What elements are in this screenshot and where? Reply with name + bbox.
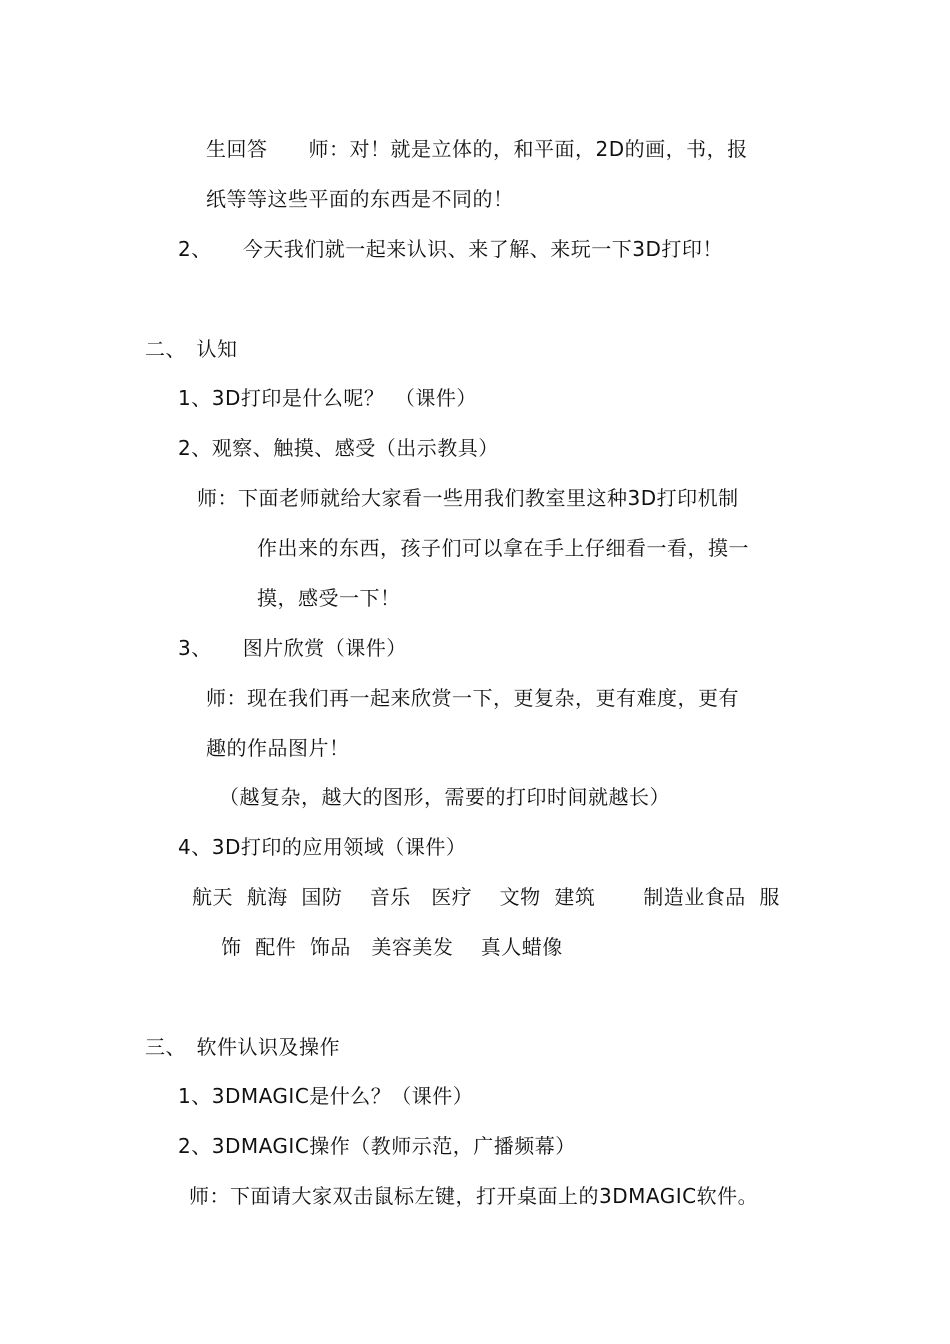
- section-heading: 三、 软件认识及操作: [145, 1035, 340, 1059]
- text-line: 师：下面请大家双击鼠标左键，打开桌面上的3DMAGIC软件。: [189, 1184, 759, 1208]
- section-heading: 二、 认知: [145, 337, 238, 361]
- list-item: 4、3D打印的应用领域（课件）: [178, 835, 467, 859]
- text-line: 趣的作品图片！: [206, 736, 350, 760]
- list-item: 2、 今天我们就一起来认识、来了解、来玩一下3D打印！: [178, 237, 723, 261]
- text-line: 师：下面老师就给大家看一些用我们教室里这种3D打印机制: [197, 486, 739, 510]
- text-line: （越复杂，越大的图形，需要的打印时间就越长）: [219, 785, 670, 809]
- text-line: 师：现在我们再一起来欣赏一下，更复杂，更有难度，更有: [206, 686, 739, 710]
- text-line: 航天 航海 国防 音乐 医疗 文物 建筑 制造业食品 服: [192, 885, 780, 909]
- text-line: 作出来的东西，孩子们可以拿在手上仔细看一看，摸一: [257, 536, 749, 560]
- list-item: 1、3D打印是什么呢？ （课件）: [178, 386, 477, 410]
- text-line: 生回答 师：对！就是立体的，和平面，2D的画，书，报: [206, 137, 748, 161]
- list-item: 2、观察、触摸、感受（出示教具）: [178, 436, 499, 460]
- list-item: 3、 图片欣赏（课件）: [178, 636, 407, 660]
- list-item: 1、3DMAGIC是什么？（课件）: [178, 1084, 474, 1108]
- text-line: 摸，感受一下！: [257, 586, 401, 610]
- list-item: 2、3DMAGIC操作（教师示范，广播频幕）: [178, 1134, 576, 1158]
- text-line: 饰 配件 饰品 美容美发 真人蜡像: [221, 935, 563, 959]
- text-line: 纸等等这些平面的东西是不同的！: [206, 187, 514, 211]
